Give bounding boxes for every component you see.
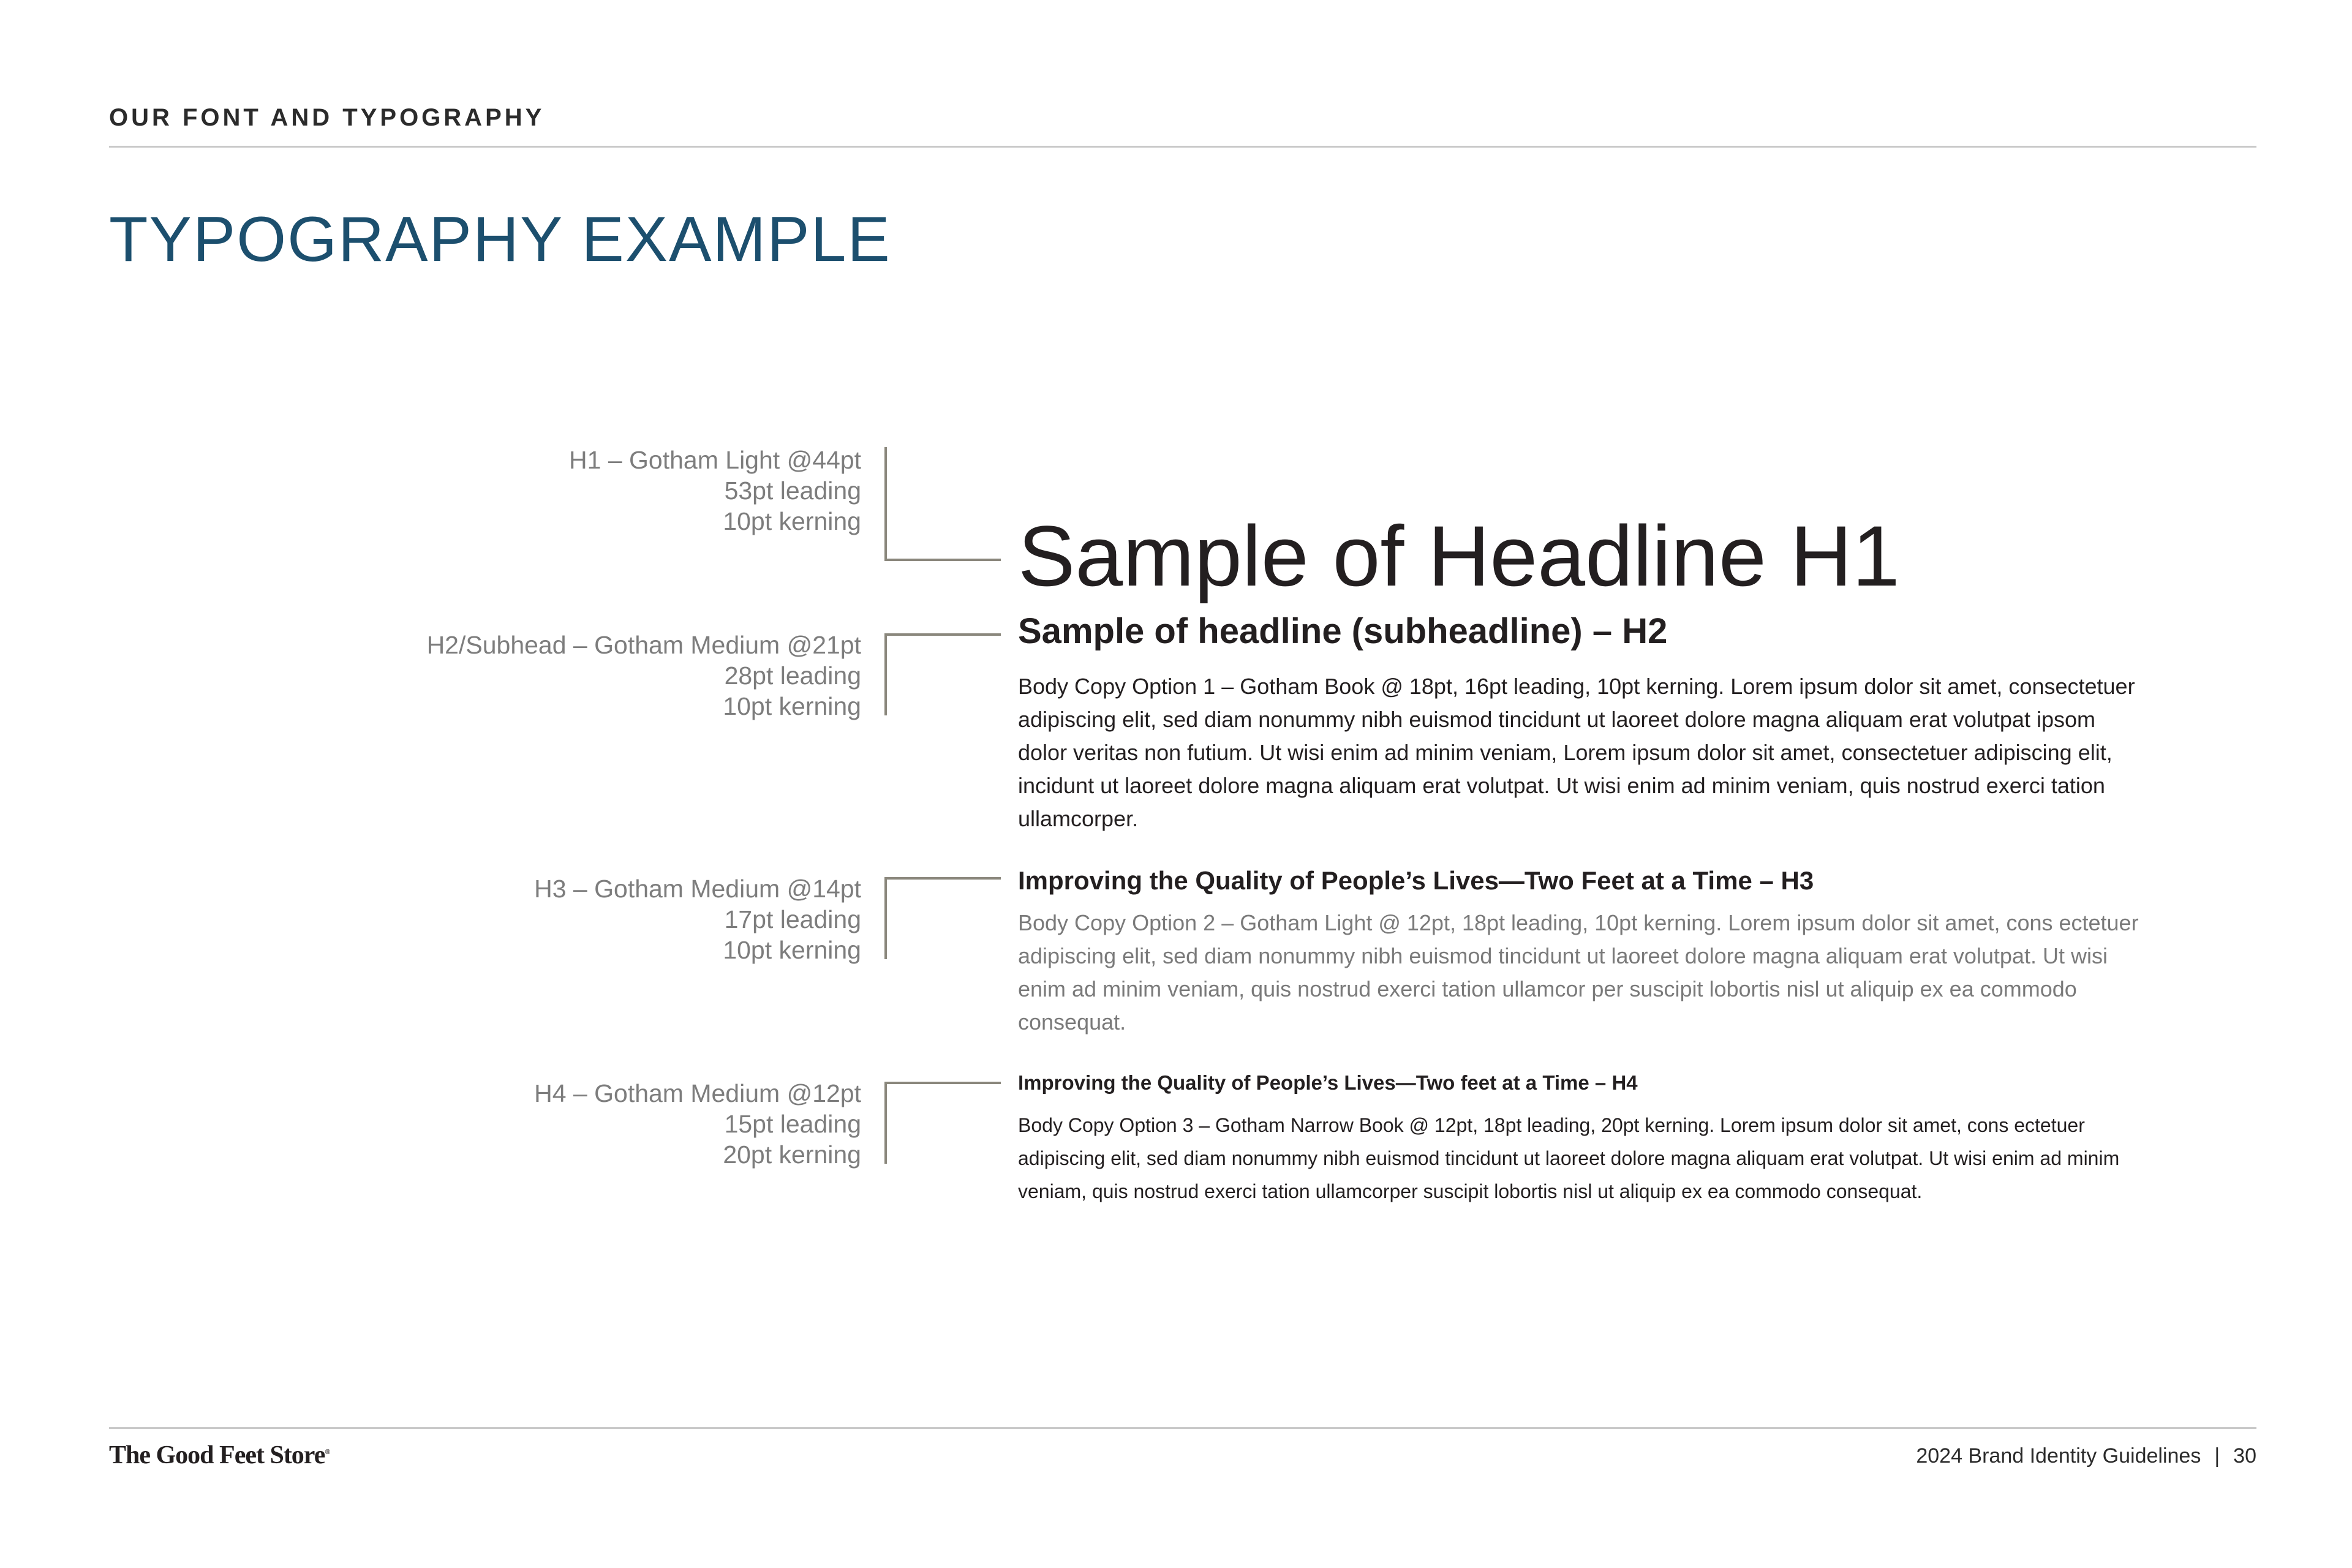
section-title: OUR FONT AND TYPOGRAPHY <box>109 104 545 131</box>
sample-h2: Sample of headline (subheadline) – H2 <box>1018 611 1668 651</box>
spec-h1 <box>126 445 861 537</box>
spec-h3 <box>126 873 861 965</box>
page-title: TYPOGRAPHY EXAMPLE <box>109 204 891 275</box>
spec-h1-leading: 53pt leading <box>724 477 861 505</box>
registered-mark: ® <box>325 1447 331 1456</box>
footer-info <box>1916 1444 2256 1468</box>
spec-h2-leading: 28pt leading <box>724 662 861 690</box>
sample-h3: Improving the Quality of People’s Lives—Two Feet at a Time – H3 <box>1018 866 1814 895</box>
spec-h1-kerning: 10pt kerning <box>723 507 861 535</box>
spec-h1-font: H1 – Gotham Light @44pt <box>569 446 861 474</box>
spec-h4-font: H4 – Gotham Medium @12pt <box>534 1079 861 1107</box>
connector-h4 <box>884 1082 1001 1164</box>
spec-h3-font: H3 – Gotham Medium @14pt <box>534 875 861 903</box>
spec-h2-font: H2/Subhead – Gotham Medium @21pt <box>426 631 861 659</box>
footer-doc-title: 2024 Brand Identity Guidelines <box>1916 1444 2201 1468</box>
spec-h2 <box>126 630 861 722</box>
sample-h1: Sample of Headline H1 <box>1018 508 1900 604</box>
header-rule <box>109 146 2256 148</box>
spec-h3-leading: 17pt leading <box>724 905 861 933</box>
spec-h4-leading: 15pt leading <box>724 1110 861 1138</box>
footer-separator: | <box>2214 1444 2220 1468</box>
sample-body-2: Body Copy Option 2 – Gotham Light @ 12pt, 18pt leading, 10pt kerning. Lorem ipsum dolor sit amet, cons ectetuer adipiscing elit, sed diam nonummy nibh euismod tincidunt ut laoreet dolore magna aliquam erat volutpat. Ut wisi enim ad minim veniam, quis nostrud exerci tation ullamcor per suscipit lobortis nisl ut aliquip ex ea commodo consequat. <box>1018 910 2139 1035</box>
page-number: 30 <box>2233 1444 2256 1468</box>
spec-h2-kerning: 10pt kerning <box>723 692 861 720</box>
connector-h3 <box>884 877 1001 959</box>
sample-body-3: Body Copy Option 3 – Gotham Narrow Book @ 12pt, 18pt leading, 20pt kerning. Lorem ipsum dolor sit amet, cons ectetuer adipiscing elit, sed diam nonummy nibh euismod tincidunt ut laoreet dolore magna aliquam erat volutpat. Ut wisi enim ad minim veniam, quis nostrud exerci tation ullamcorper suscipit lobortis nisl ut aliquip ex ea commodo consequat. <box>1018 1114 2120 1202</box>
spec-h4-kerning: 20pt kerning <box>723 1140 861 1169</box>
footer-rule <box>109 1427 2256 1429</box>
brand-logo <box>109 1441 330 1470</box>
sample-h4: Improving the Quality of People’s Lives—Two feet at a Time – H4 <box>1018 1071 1638 1094</box>
spec-h4 <box>126 1078 861 1170</box>
connector-h1 <box>884 447 1001 561</box>
sample-body-1: Body Copy Option 1 – Gotham Book @ 18pt, 16pt leading, 10pt kerning. Lorem ipsum dolor sit amet, consectetuer adipiscing elit, sed diam nonummy nibh euismod tincidunt ut laoreet dolore magna aliquam erat volutpat ipsom dolor veritas non futium. Ut wisi enim ad minim veniam, Lorem ipsum dolor sit amet, consectetuer adipiscing elit, incidunt ut laoreet dolore magna aliquam erat volutpat. Ut wisi enim ad minim veniam, quis nostrud exerci tation ullamcorper. <box>1018 674 2135 831</box>
brand-logo-text: The Good Feet Store <box>109 1441 325 1469</box>
spec-h3-kerning: 10pt kerning <box>723 936 861 964</box>
connector-h2 <box>884 633 1001 715</box>
